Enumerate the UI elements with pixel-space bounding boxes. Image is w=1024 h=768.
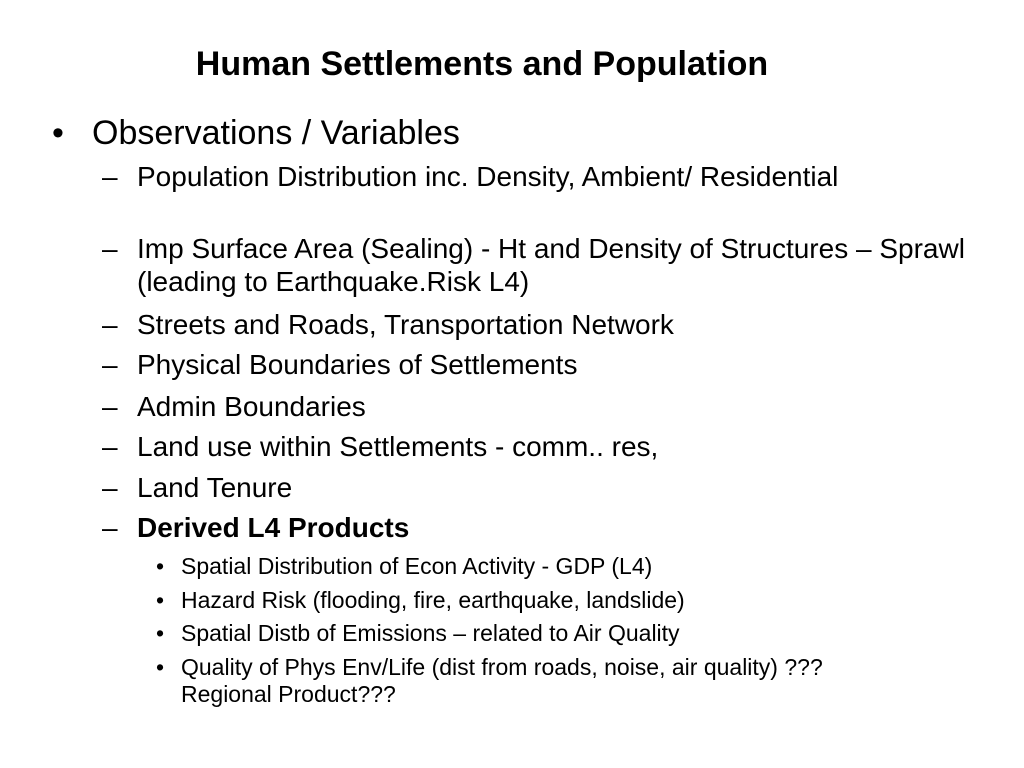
derived-item <box>156 587 956 614</box>
sub-item-text: Derived L4 Products <box>137 512 410 543</box>
derived-item-text: Hazard Risk (flooding, fire, earthquake, landslide) <box>181 587 685 613</box>
sub-item <box>102 232 982 298</box>
dash-icon: – <box>102 391 118 422</box>
dash-icon: – <box>102 161 118 192</box>
derived-item-text: Spatial Distb of Emissions – related to Air Quality <box>181 620 680 646</box>
dash-icon: – <box>102 431 118 462</box>
sub-item <box>102 160 982 193</box>
bullet-icon: • <box>156 620 165 646</box>
derived-item <box>156 553 956 580</box>
derived-item-text: Spatial Distribution of Econ Activity - GDP (L4) <box>181 553 653 579</box>
sub-item-text: Physical Boundaries of Settlements <box>137 349 578 380</box>
sub-item <box>102 471 982 504</box>
sub-item-text: Land use within Settlements - comm.. res, <box>137 431 659 462</box>
derived-item <box>156 654 916 708</box>
dash-icon: – <box>102 512 118 543</box>
sub-item <box>102 348 982 381</box>
sub-item-text: Population Distribution inc. Density, Ambient/ Residential <box>137 161 839 192</box>
sub-item <box>102 308 982 341</box>
sub-item <box>102 430 982 463</box>
sub-item-text: Imp Surface Area (Sealing) - Ht and Density of Structures – Sprawl (leading to Earthquake.Risk L4) <box>137 233 965 297</box>
slide-title: Human Settlements and Population <box>195 45 769 83</box>
dash-icon: – <box>102 309 118 340</box>
sub-item-derived <box>102 511 982 544</box>
sub-item-text: Streets and Roads, Transportation Network <box>137 309 674 340</box>
derived-item <box>156 620 956 647</box>
bullet-icon: • <box>156 654 165 680</box>
sub-item-text: Admin Boundaries <box>137 391 366 422</box>
sub-item <box>102 390 982 423</box>
bullet-text: Observations / Variables <box>92 114 460 152</box>
sub-item-text: Land Tenure <box>137 472 293 503</box>
bullet-icon: • <box>156 553 165 579</box>
bullet-icon: • <box>156 587 165 613</box>
dash-icon: – <box>102 233 118 264</box>
derived-item-text: Quality of Phys Env/Life (dist from roads, noise, air quality) ??? Regional Product??? <box>181 654 823 707</box>
bullet-icon: • <box>52 114 64 152</box>
dash-icon: – <box>102 349 118 380</box>
dash-icon: – <box>102 472 118 503</box>
